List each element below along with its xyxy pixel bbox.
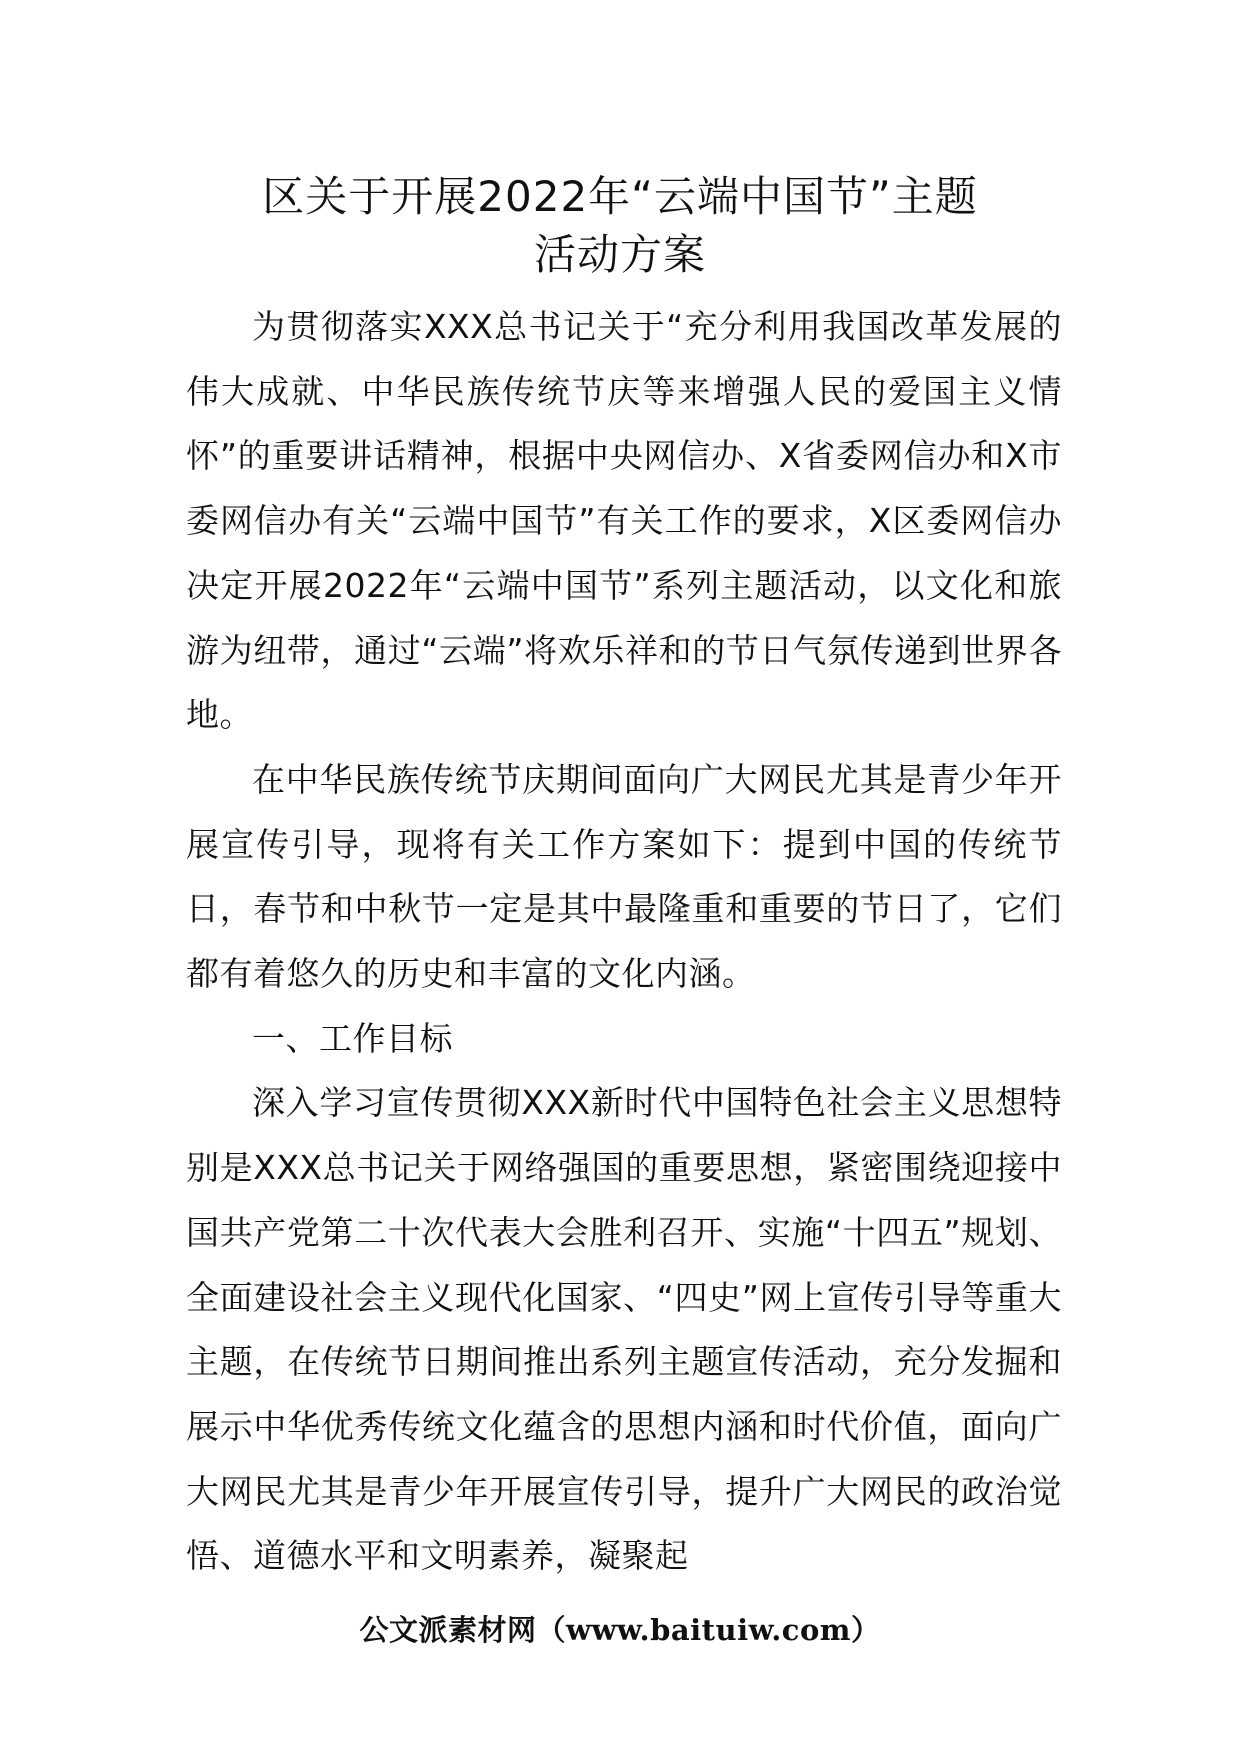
paragraph-background: 在中华民族传统节庆期间面向广大网民尤其是青少年开展宣传引导，现将有关工作方案如下：提到中国的传统节日，春节和中秋节一定是其中最隆重和重要的节日了，它们都有着悠久的历史和丰富的文化内涵。 [186, 759, 1062, 994]
paragraph-goals: 深入学习宣传贯彻XXX新时代中国特色社会主义思想特别是XXX总书记关于网络强国的重要思想，紧密围绕迎接中国共产党第二十次代表大会胜利召开、实施“十四五”规划、全面建设社会主义现代化国家、“四史”网上宣传引导等重大主题，在传统节日期间推出系列主题宣传活动，充分发掘和展示中华优秀传统文化蕴含的思想内涵和时代价值，面向广大网民尤其是青少年开展宣传引导，提升广大网民的政治觉悟、道德水平和文明素养，凝聚起 [186, 1083, 1062, 1576]
paragraph-intro: 为贯彻落实XXX总书记关于“充分利用我国改革发展的伟大成就、中华民族传统节庆等来增强人民的爱国主义情怀”的重要讲话精神，根据中央网信办、X省委网信办和X市委网信办有关“云端中国节”有关工作的要求，X区委网信办决定开展2022年“云端中国节”系列主题活动，以文化和旅游为纽带，通过“云端”将欢乐祥和的节日气氛传递到世界各地。 [186, 307, 1062, 735]
document-body [186, 295, 1062, 1589]
document-title [180, 168, 1060, 284]
title-line-1: 区关于开展2022年“云端中国节”主题 [262, 172, 978, 221]
title-line-2: 活动方案 [533, 230, 706, 279]
section-heading-goals: 一、工作目标 [252, 1018, 453, 1058]
footer-watermark: 公文派素材网（www.baituiw.com） [359, 1613, 881, 1647]
